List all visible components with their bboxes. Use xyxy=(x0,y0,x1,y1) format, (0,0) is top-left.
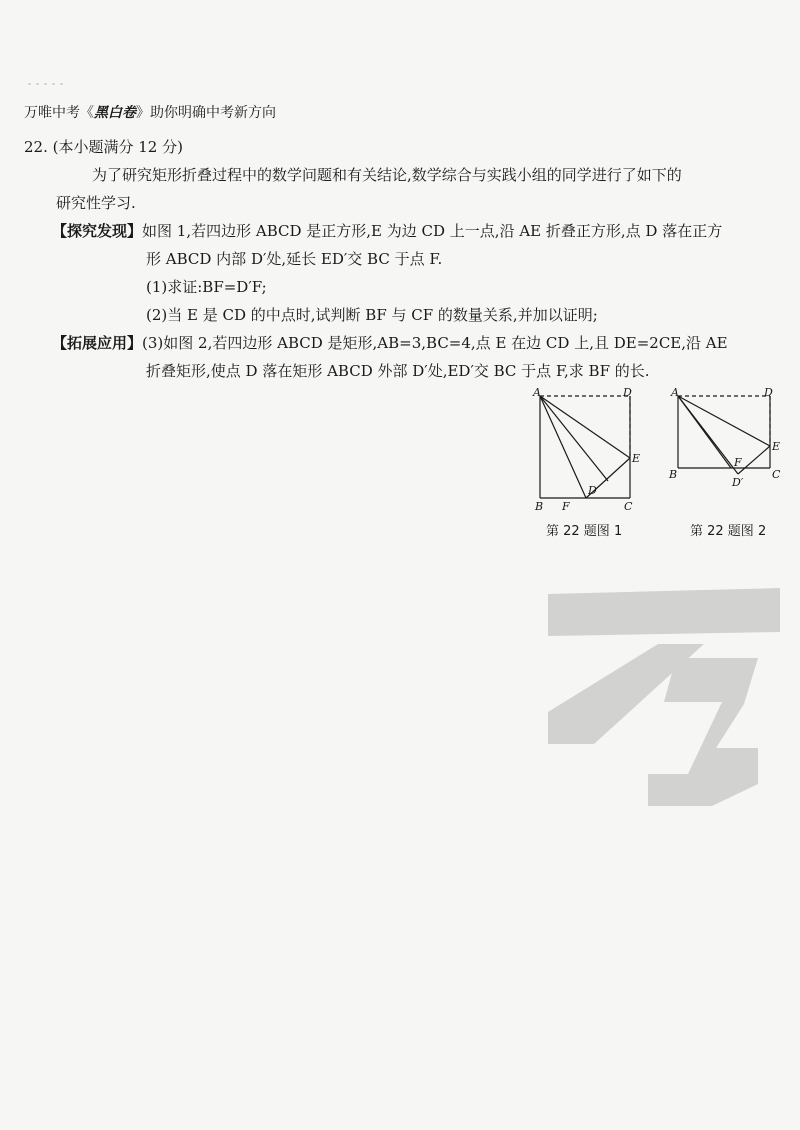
header-suffix: 》助你明确中考新方向 xyxy=(136,105,276,121)
header-prefix: 万唯中考《 xyxy=(24,105,94,121)
scan-mark xyxy=(28,70,68,72)
question-number: 22. (本小题满分 12 分) xyxy=(24,138,183,156)
fig1-ad-prime xyxy=(540,396,608,481)
fig2-label-c: C xyxy=(772,468,781,481)
figure-1 xyxy=(530,386,648,516)
fig2-label-d: D xyxy=(764,386,773,399)
fig1-label-b: B xyxy=(535,500,544,513)
explore-label: 【探究发现】 xyxy=(52,222,143,240)
intro-line-1: 为了研究矩形折叠过程中的数学问题和有关结论,数学综合与实践小组的同学进行了如下的 xyxy=(92,166,682,184)
fig1-label-d: D xyxy=(623,386,632,399)
figure-2-caption: 第 22 题图 2 xyxy=(690,524,767,539)
explore-line-1: 如图 1,若四边形 ABCD 是正方形,E 为边 CD 上一点,沿 AE 折叠正方形,点 D 落在正方 xyxy=(142,222,723,240)
fig1-label-dprime: D′ xyxy=(588,484,600,497)
extend-section xyxy=(52,329,728,357)
extend-label: 【拓展应用】 xyxy=(52,334,143,352)
figure-1-caption: 第 22 题图 1 xyxy=(546,524,623,539)
fig2-ed-prime xyxy=(738,446,770,474)
page-header xyxy=(24,102,276,122)
extend-line-2: 折叠矩形,使点 D 落在矩形 ABCD 外部 D′处,ED′交 BC 于点 F,求 BF 的长. xyxy=(146,362,650,380)
fig2-af xyxy=(678,396,731,468)
figure-2 xyxy=(668,386,786,496)
part-2: (2)当 E 是 CD 的中点时,试判断 BF 与 CF 的数量关系,并加以证明; xyxy=(146,306,598,324)
explore-line-2: 形 ABCD 内部 D′处,延长 ED′交 BC 于点 F. xyxy=(146,250,443,268)
extend-line-1: (3)如图 2,若四边形 ABCD 是矩形,AB=3,BC=4,点 E 在边 CD 上,且 DE=2CE,沿 AE xyxy=(142,334,728,352)
fig2-label-b: B xyxy=(669,468,678,481)
fig2-label-a: A xyxy=(671,386,679,399)
fig1-label-a: A xyxy=(533,386,541,399)
header-brand: 黑白卷 xyxy=(94,105,136,121)
intro-line-2: 研究性学习. xyxy=(56,194,136,212)
explore-section xyxy=(52,217,722,245)
fig2-label-f: F xyxy=(734,456,742,469)
fig2-label-e: E xyxy=(772,440,781,453)
fig1-label-c: C xyxy=(624,500,633,513)
fig2-ae xyxy=(678,396,770,446)
wanwei-logo-icon xyxy=(548,588,780,816)
fig2-label-dprime: D′ xyxy=(732,476,744,489)
fig1-label-e: E xyxy=(632,452,641,465)
fig1-label-f: F xyxy=(562,500,570,513)
part-1: (1)求证:BF=D′F; xyxy=(146,278,267,296)
